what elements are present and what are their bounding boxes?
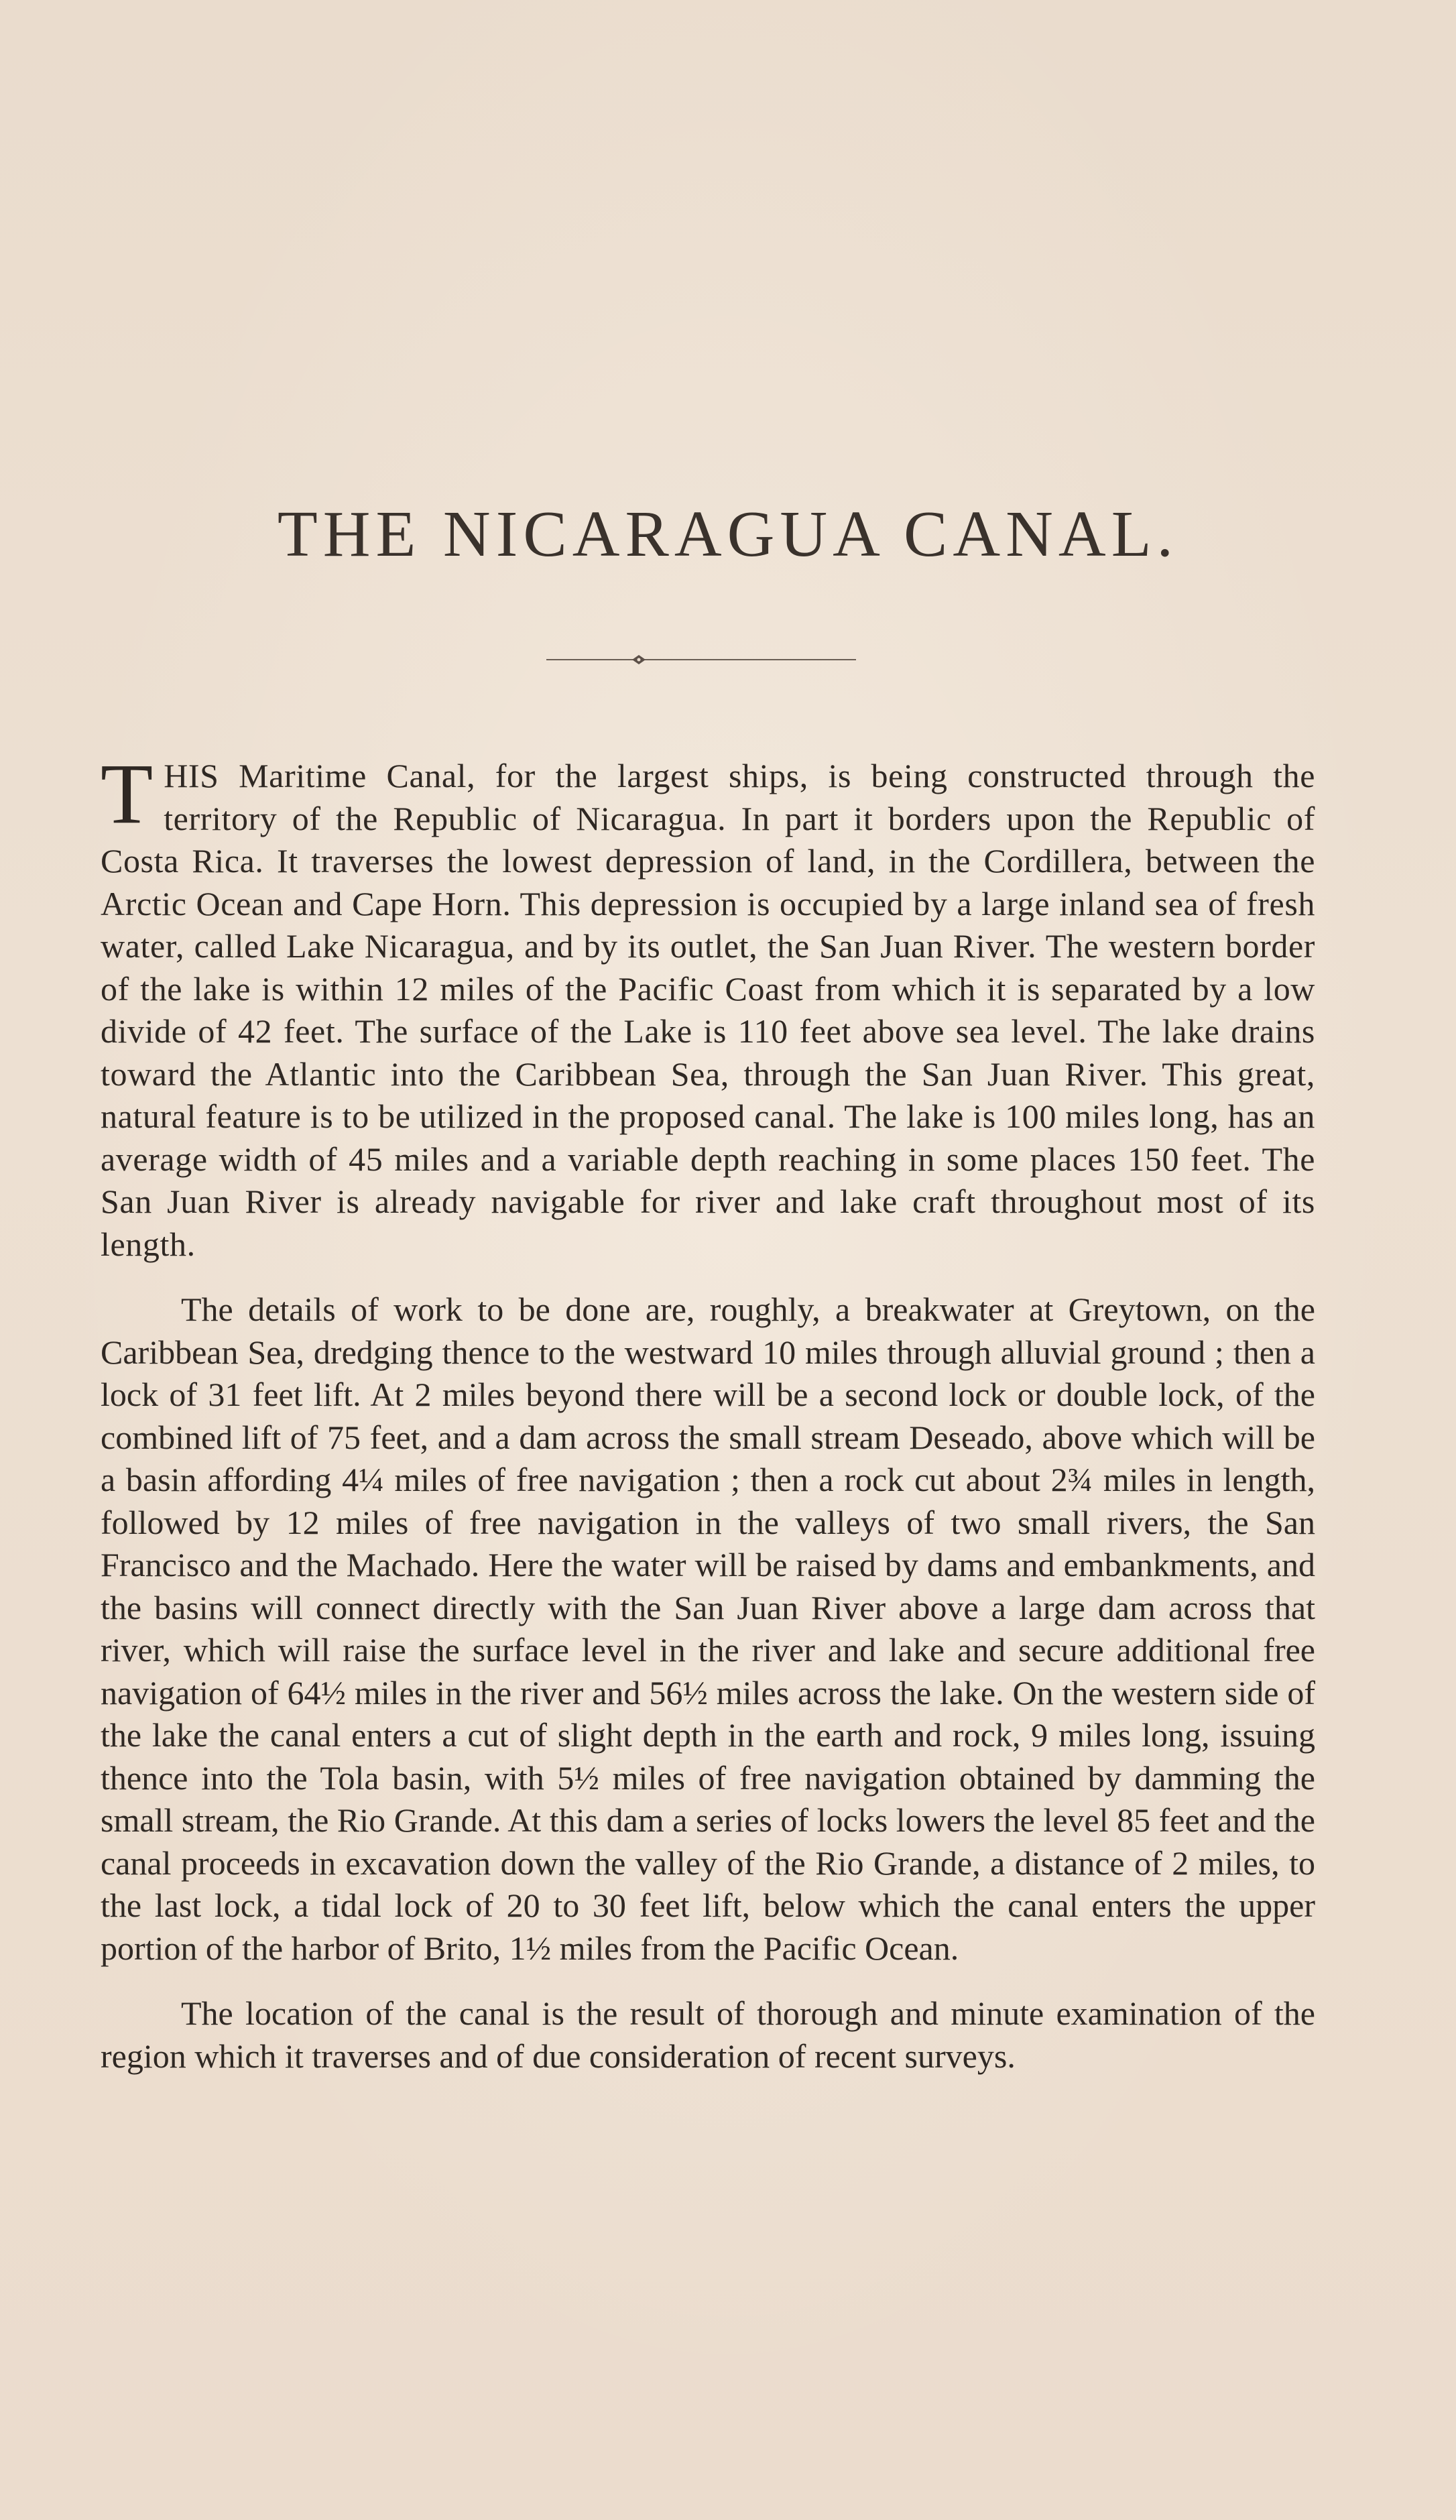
drop-cap: T bbox=[101, 746, 154, 841]
paragraph-1 bbox=[101, 746, 1315, 1266]
article-body bbox=[101, 746, 1315, 2078]
paragraph-1-text: HIS Maritime Canal, for the largest ships, is being constructed through the territory of the Republic of Nicaragua. In part it borders upon the Republic of Costa Rica. It traverses the lowest depression of land, in the Cordillera, between the Arctic Ocean and Cape Horn. This depression is occupied by a large inland sea of fresh water, called Lake Nicaragua, and by its outlet, the San Juan River. The western border of the lake is within 12 miles of the Pacific Coast from which it is separated by a low divide of 42 feet. The surface of the Lake is 110 feet above sea level. The lake drains toward the Atlantic into the Caribbean Sea, through the San Juan River. This great, natural feature is to be utilized in the proposed canal. The lake is 100 miles long, has an average width of 45 miles and a variable depth reaching in some places 150 feet. The San Juan River is already navigable for river and lake craft throughout most of its length. bbox=[101, 757, 1315, 1263]
divider-ornament-icon bbox=[546, 652, 856, 668]
page-title: THE NICARAGUA CANAL. bbox=[277, 498, 1179, 571]
paragraph-3: The location of the canal is the result of thorough and minute examination of the region which it traverses and of due consideration of recent surveys. bbox=[101, 1994, 1315, 2075]
paragraph-2: The details of work to be done are, roughly, a breakwater at Greytown, on the Caribbean Sea, dredging thence to the westward 10 miles through alluvial ground ; then a lock of 31 feet lift. At 2 miles beyond there will be a second lock or double lock, of the combined lift of 75 feet, and a dam across the small stream Deseado, above which will be a basin affording 4¼ miles of free navigation ; then a rock cut about 2¾ miles in length, followed by 12 miles of free navigation in the valleys of two small rivers, the San Francisco and the Machado. Here the water will be raised by dams and embankments, and the basins will connect directly with the San Juan River above a large dam across that river, which will raise the surface level in the river and lake and secure additional free navigation of 64½ miles in the river and 56½ miles across the lake. On the western side of the lake the canal enters a cut of slight depth in the earth and rock, 9 miles long, issuing thence into the Tola basin, with 5½ miles of free navigation obtained by damming the small stream, the Rio Grande. At this dam a series of locks lowers the level 85 feet and the canal proceeds in excavation down the valley of the Rio Grande, a distance of 2 miles, to the last lock, a tidal lock of 20 to 30 feet lift, below which the canal enters the upper portion of the harbor of Brito, 1½ miles from the Pacific Ocean. bbox=[101, 1291, 1315, 1967]
